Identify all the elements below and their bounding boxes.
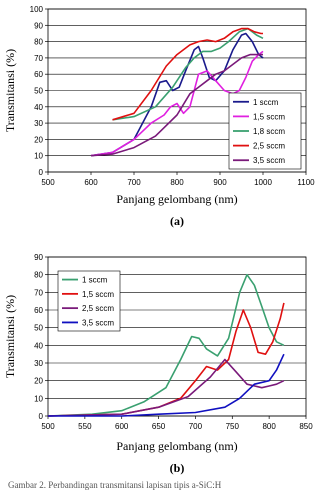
y-tick-label: 90 xyxy=(34,253,43,262)
panel-label: (a) xyxy=(170,214,184,228)
x-tick-label: 500 xyxy=(41,422,55,431)
chart-panel-a xyxy=(3,5,315,228)
y-tick-label: 0 xyxy=(38,168,43,177)
x-tick-label: 1000 xyxy=(254,178,272,187)
x-tick-label: 1100 xyxy=(297,178,315,187)
y-tick-label: 0 xyxy=(38,412,43,421)
legend-label: 1 sccm xyxy=(82,275,108,285)
y-axis-title: Transmitansi (%) xyxy=(3,294,17,379)
legend-label: 3,5 sccm xyxy=(82,318,115,328)
chart-panel-b xyxy=(3,253,313,475)
x-tick-label: 800 xyxy=(170,178,184,187)
x-tick-label: 650 xyxy=(151,422,166,431)
x-tick-label: 750 xyxy=(225,422,239,431)
x-tick-label: 850 xyxy=(299,422,313,431)
y-tick-label: 80 xyxy=(34,37,43,47)
legend-label: 3,5 sccm xyxy=(253,156,286,166)
x-tick-label: 700 xyxy=(188,422,203,431)
y-tick-label: 50 xyxy=(34,86,43,96)
y-tick-label: 10 xyxy=(34,394,43,404)
y-tick-label: 60 xyxy=(34,306,43,315)
y-tick-label: 30 xyxy=(34,119,43,129)
legend-label: 1,5 sccm xyxy=(82,289,115,299)
panel-label: (b) xyxy=(169,461,185,475)
y-tick-label: 70 xyxy=(34,53,43,63)
y-tick-label: 20 xyxy=(34,376,43,386)
y-tick-label: 80 xyxy=(34,270,43,280)
legend-label: 1,8 sccm xyxy=(253,127,286,136)
legend-label: 2,5 sccm xyxy=(82,304,115,314)
figure-caption: Gambar 2. Perbandingan transmitansi lapisan tipis a-SiC:H xyxy=(8,480,222,490)
x-tick-label: 550 xyxy=(78,422,92,431)
y-tick-label: 40 xyxy=(34,341,43,351)
y-tick-label: 90 xyxy=(34,21,43,31)
y-axis-title: Transmitansi (%) xyxy=(3,48,17,133)
y-tick-label: 60 xyxy=(34,70,43,80)
x-axis-title: Panjang gelombang (nm) xyxy=(116,439,238,453)
y-tick-label: 100 xyxy=(29,5,43,14)
y-tick-label: 40 xyxy=(34,102,43,112)
x-tick-label: 900 xyxy=(213,178,227,187)
x-tick-label: 800 xyxy=(262,422,276,431)
y-tick-label: 50 xyxy=(34,323,43,333)
x-axis-title: Panjang gelombang (nm) xyxy=(116,192,238,206)
y-tick-label: 70 xyxy=(34,288,43,298)
y-tick-label: 20 xyxy=(34,135,43,145)
legend-label: 1,5 sccm xyxy=(253,112,286,122)
x-tick-label: 700 xyxy=(127,178,141,187)
legend-label: 2,5 sccm xyxy=(253,141,286,151)
y-tick-label: 30 xyxy=(34,359,43,368)
x-tick-label: 600 xyxy=(115,422,129,431)
y-tick-label: 10 xyxy=(34,151,43,161)
x-tick-label: 500 xyxy=(41,178,55,187)
legend-label: 1 sccm xyxy=(253,97,279,107)
x-tick-label: 600 xyxy=(84,178,98,187)
